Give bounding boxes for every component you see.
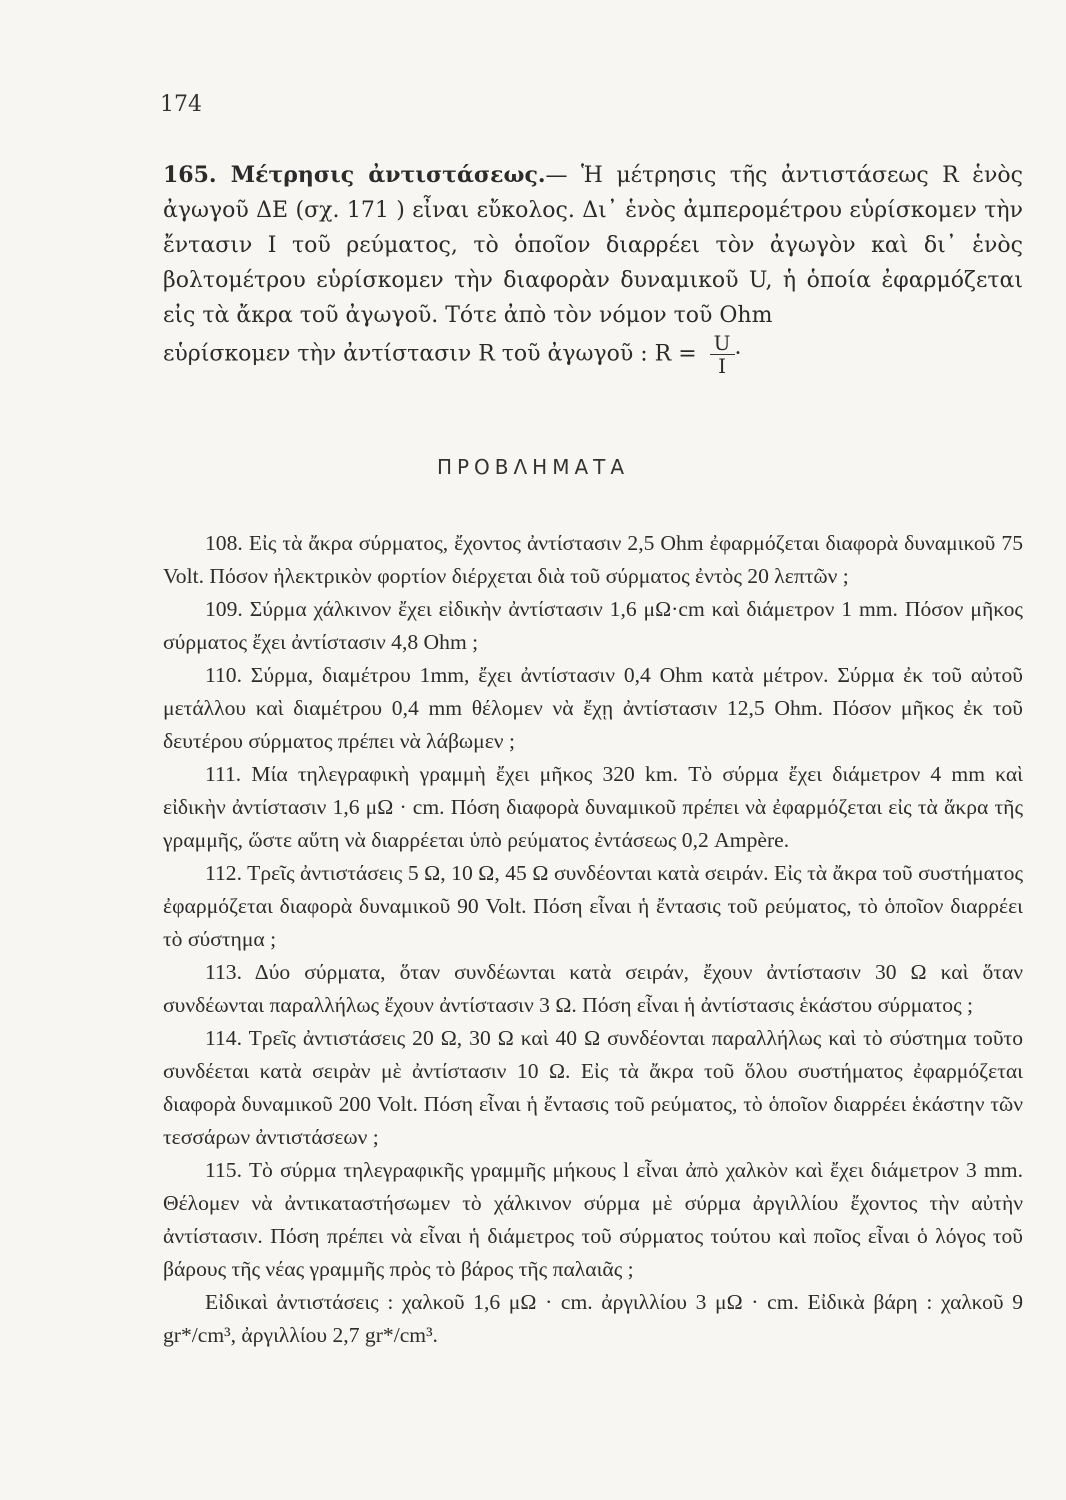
formula-denominator: I [718,354,727,378]
data-note: Εἰδικαὶ ἀντιστάσεις : χαλκοῦ 1,6 μΩ · cm. ἀργιλλίου 3 μΩ · cm. Εἰδικὰ βάρη : χαλκοῦ 9 gr*/cm³, ἀργιλλίου 2,7 gr*/cm³. [163,1290,1023,1347]
problem-112: 112. Τρεῖς ἀντιστάσεις 5 Ω, 10 Ω, 45 Ω συνδέονται κατὰ σειράν. Εἰς τὰ ἄκρα τοῦ συστήματος ἐφαρμόζεται διαφορὰ δυναμικοῦ 90 Volt. Πόση εἶναι ἡ ἔντασις τοῦ ρεύματος, τὸ ὁποῖον διαρρέει τὸ σύστημα ; [163,861,1023,951]
problems-list [163,527,1023,1352]
page-number: 174 [160,92,202,117]
section-165 [163,158,1023,333]
problem-113: 113. Δύο σύρματα, ὅταν συνδέωνται κατὰ σειράν, ἔχουν ἀντίστασιν 30 Ω καὶ ὅταν συνδέωνται παραλλήλως ἔχουν ἀντίστασιν 3 Ω. Πόση εἶναι ἡ ἀντίστασις ἑκάστου σύρματος ; [163,960,1023,1017]
problem-115: 115. Τὸ σύρμα τηλεγραφικῆς γραμμῆς μήκους l εἶναι ἀπὸ χαλκὸν καὶ ἔχει διάμετρον 3 mm. Θέλομεν νὰ ἀντικαταστήσωμεν τὸ χάλκινον σύρμα μὲ σύρμα ἀργιλλίου ἔχοντος τὴν αὐτὴν ἀντίστασιν. Πόση πρέπει νὰ εἶναι ἡ διάμετρος τοῦ σύρματος τούτου καὶ ποῖος εἶναι ὁ λόγος τοῦ βάρους τῆς νέας γραμμῆς πρὸς τὸ βάρος τῆς παλαιᾶς ; [163,1158,1023,1281]
formula-lead: εὑρίσκομεν τὴν ἀντίστασιν R τοῦ ἀγωγοῦ : R = [163,341,697,367]
problem-109: 109. Σύρμα χάλκινον ἔχει εἰδικὴν ἀντίστασιν 1,6 μΩ·cm καὶ διάμετρον 1 mm. Πόσον μῆκος σύρματος ἔχει ἀντίστασιν 4,8 Ohm ; [163,597,1023,654]
section-heading: 165. Μέτρησις ἀντιστάσεως. [163,162,546,188]
problems-heading: ΠΡΟΒΛΗΜΑΤΑ [436,455,630,479]
problem-114: 114. Τρεῖς ἀντιστάσεις 20 Ω, 30 Ω καὶ 40 Ω συνδέονται παραλλήλως καὶ τὸ σύστημα τοῦτο συνδέεται κατὰ σειρὰν μὲ ἀντίστασιν 10 Ω. Εἰς τὰ ἄκρα τοῦ ὅλου συστήματος ἐφαρμόζεται διαφορὰ δυναμικοῦ 200 Volt. Πόση εἶναι ἡ ἔντασις τοῦ ρεύματος, τὸ ὁποῖον διαρρέει ἑκάστην τῶν τεσσάρων ἀντιστάσεων ; [163,1026,1023,1149]
problem-108: 108. Εἰς τὰ ἄκρα σύρματος, ἔχοντος ἀντίστασιν 2,5 Ohm ἐφαρμόζεται διαφορὰ δυναμικοῦ 75 Volt. Πόσον ἠλεκτρικὸν φορτίον διέρχεται διὰ τοῦ σύρματος ἐντὸς 20 λεπτῶν ; [163,531,1023,588]
section-body: — Ἡ μέτρησις τῆς ἀντιστάσεως R ἑνὸς ἀγωγοῦ ΔΕ (σχ. 171 ) εἶναι εὔκολος. Δι᾽ ἑνὸς ἀμπερομέτρου εὑρίσκομεν τὴν ἔντασιν I τοῦ ρεύματος, τὸ ὁποῖον διαρρέει τὸν ἀγωγὸν καὶ δι᾽ ἑνὸς βολτομέτρου εὑρίσκομεν τὴν διαφορὰν δυναμικοῦ U, ἡ ὁποία ἐφαρμόζεται εἰς τὰ ἄκρα τοῦ ἀγωγοῦ. Τότε ἀπὸ τὸν νόμον τοῦ Ohm [163,163,1023,328]
ohm-formula-line [163,332,1023,377]
formula-end: · [734,341,742,367]
problem-111: 111. Μία τηλεγραφικὴ γραμμὴ ἔχει μῆκος 320 km. Τὸ σύρμα ἔχει διάμετρον 4 mm καὶ εἰδικὴν ἀντίστασιν 1,6 μΩ · cm. Πόση διαφορὰ δυναμικοῦ πρέπει νὰ ἐφαρμόζεται εἰς τὰ ἄκρα τῆς γραμμῆς, ὥστε αὕτη νὰ διαρρέεται ὑπὸ ρεύματος ἐντάσεως 0,2 Ampère. [163,762,1023,852]
problem-110: 110. Σύρμα, διαμέτρου 1mm, ἔχει ἀντίστασιν 0,4 Ohm κατὰ μέτρον. Σύρμα ἐκ τοῦ αὐτοῦ μετάλλου καὶ διαμέτρου 0,4 mm θέλομεν νὰ ἔχῃ ἀντίστασιν 12,5 Ohm. Πόσον μῆκος ἐκ τοῦ δευτέρου σύρματος πρέπει νὰ λάβωμεν ; [163,663,1023,753]
formula-fraction [710,332,735,377]
formula-numerator: U [710,332,735,355]
